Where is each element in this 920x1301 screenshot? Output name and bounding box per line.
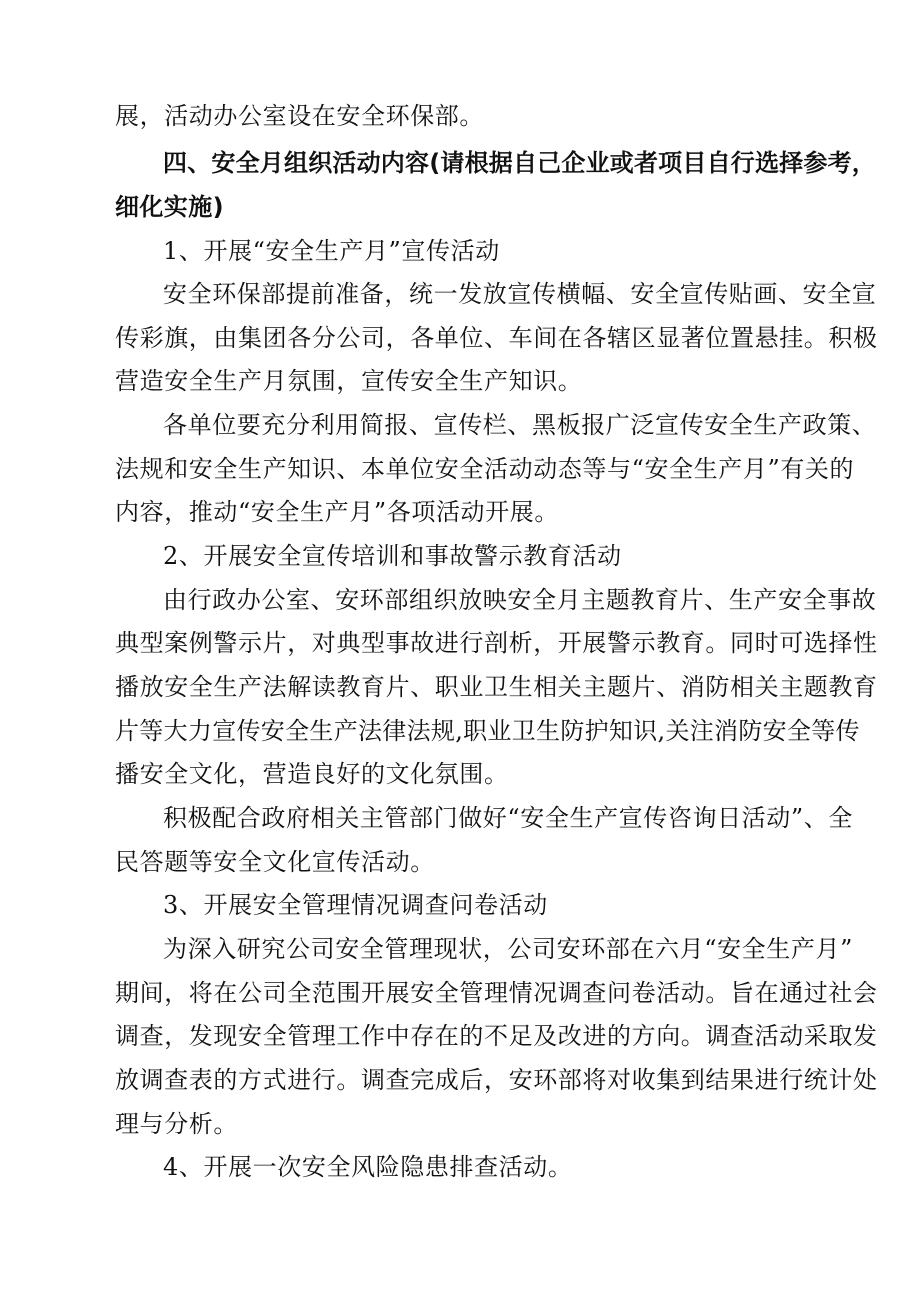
paragraph-line: 由行政办公室、安环部组织放映安全月主题教育片、生产安全事故	[163, 586, 877, 614]
paragraph-line: 播放安全生产法解读教育片、职业卫生相关主题片、消防相关主题教育	[115, 673, 878, 701]
paragraph-line: 调查，发现安全管理工作中存在的不足及改进的方向。调查活动采取发	[115, 1022, 878, 1050]
paragraph-line: 民答题等安全文化宣传活动。	[115, 848, 435, 876]
paragraph-line: 安全环保部提前准备，统一发放宣传横幅、安全宣传贴画、安全宣	[163, 280, 877, 308]
paragraph-line: 片等大力宣传安全生产法律法规,职业卫生防护知识,关注消防安全等传	[115, 717, 860, 745]
section-heading: 四、安全月组织活动内容(请根据自己企业或者项目自行选择参考，	[163, 149, 876, 177]
paragraph-line: 为深入研究公司安全管理现状，公司安环部在六月“安全生产月”	[163, 935, 853, 963]
paragraph-line: 典型案例警示片，对典型事故进行剖析，开展警示教育。同时可选择性	[115, 629, 878, 657]
paragraph-line: 法规和安全生产知识、本单位安全活动动态等与“安全生产月”有关的	[115, 455, 855, 483]
paragraph-line: 营造安全生产月氛围，宣传安全生产知识。	[115, 367, 583, 395]
subsection-heading-4: 4、开展一次安全风险隐患排查活动。	[163, 1153, 573, 1181]
paragraph-line: 展，活动办公室设在安全环保部。	[115, 102, 484, 130]
section-heading-continued: 细化实施)	[115, 193, 224, 221]
paragraph-line: 各单位要充分利用简报、宣传栏、黑板报广泛宣传安全生产政策、	[163, 411, 877, 439]
paragraph-line: 内容，推动“安全生产月”各项活动开展。	[115, 498, 559, 526]
paragraph-line: 播安全文化，营造良好的文化氛围。	[115, 760, 509, 788]
subsection-heading-2: 2、开展安全宣传培训和事故警示教育活动	[163, 542, 622, 570]
paragraph-line: 放调查表的方式进行。调查完成后，安环部将对收集到结果进行统计处	[115, 1066, 878, 1094]
paragraph-line: 积极配合政府相关主管部门做好“安全生产宣传咨询日活动”、全	[163, 804, 853, 832]
paragraph-line: 期间，将在公司全范围开展安全管理情况调查问卷活动。旨在通过社会	[115, 979, 878, 1007]
subsection-heading-3: 3、开展安全管理情况调查问卷活动	[163, 891, 548, 919]
paragraph-line: 理与分析。	[115, 1110, 238, 1138]
subsection-heading-1: 1、开展“安全生产月”宣传活动	[163, 237, 500, 265]
paragraph-line: 传彩旗，由集团各分公司，各单位、车间在各辖区显著位置悬挂。积极	[115, 324, 878, 352]
